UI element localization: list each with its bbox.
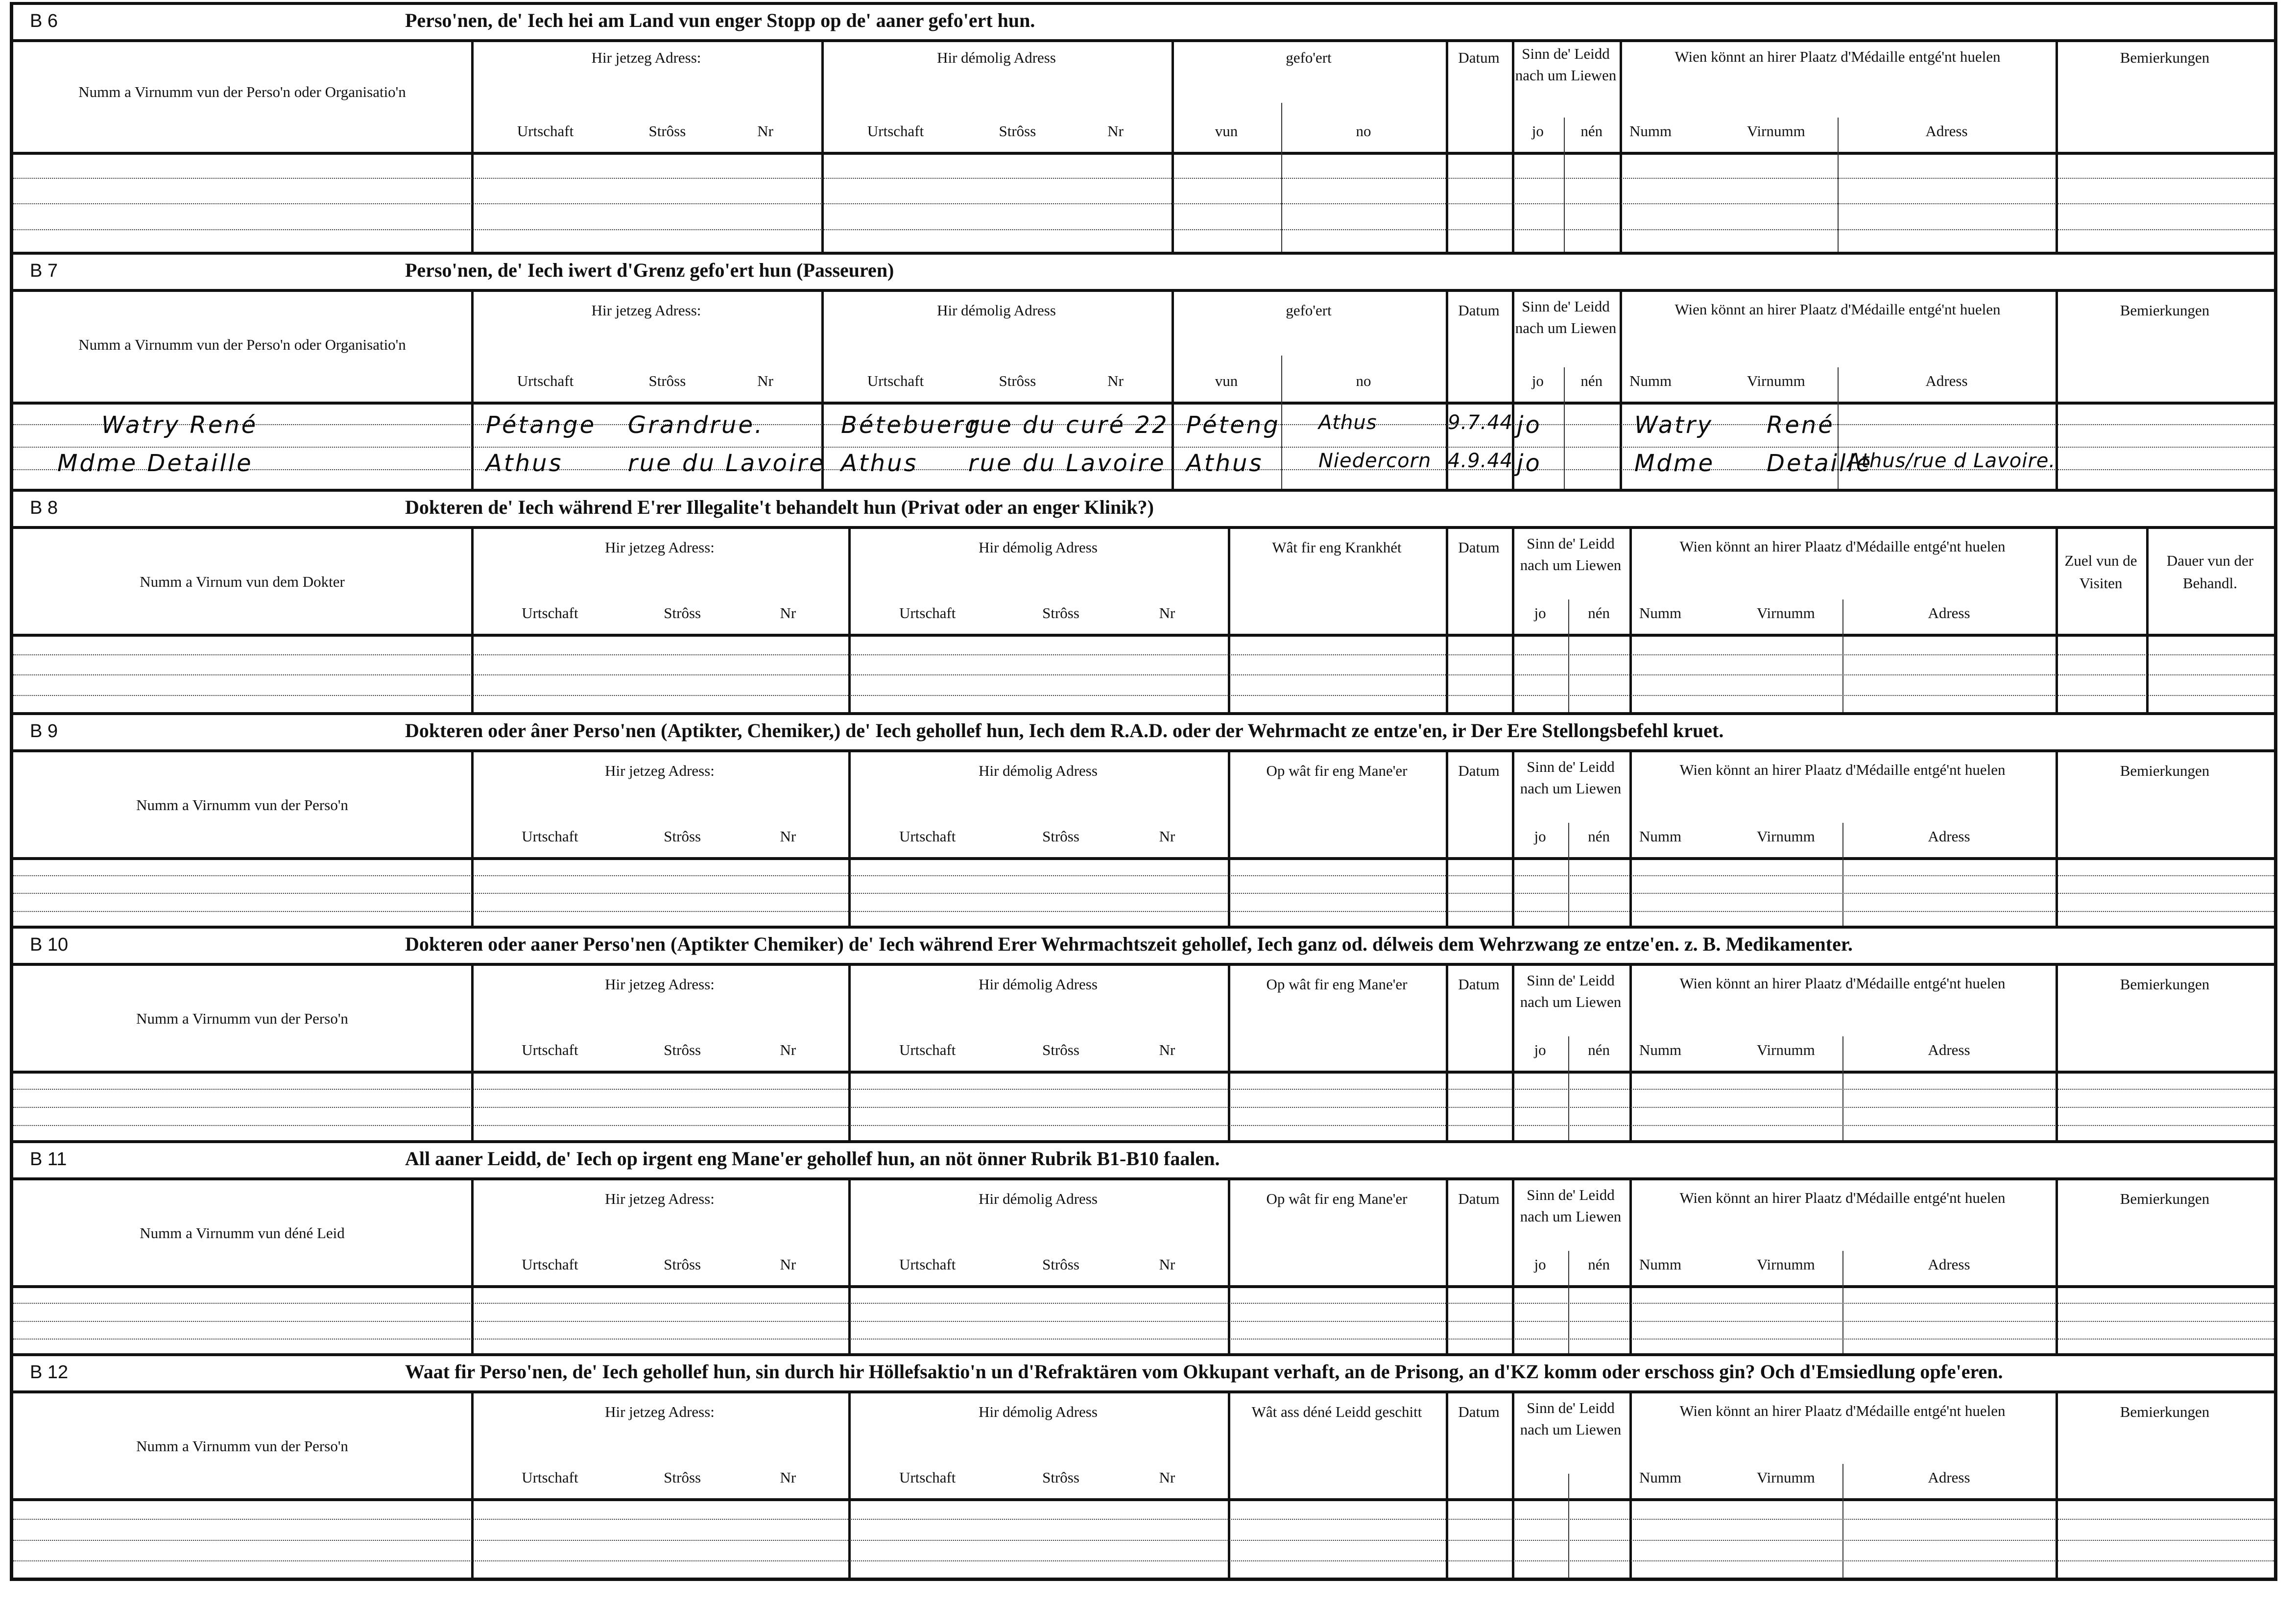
urtschaft-label: Urtschaft — [522, 828, 578, 845]
former-address-header: Hir démolig Adress — [937, 302, 1056, 319]
jo-label: jo — [1531, 122, 1544, 140]
section-b12 — [13, 1356, 2274, 1581]
urtschaft-label: Urtschaft — [867, 122, 924, 140]
visits-header: Zuel vun de Visiten — [2064, 552, 2137, 592]
medal-adress-label: Adress — [1925, 122, 1968, 140]
nr-label: Nr — [1159, 1256, 1175, 1273]
datum-header: Datum — [1458, 762, 1500, 779]
entry-row-line — [13, 229, 2274, 230]
handwritten-from: Athus — [1186, 450, 1264, 477]
jo-label: jo — [1531, 372, 1544, 389]
section-code: B 10 — [30, 934, 69, 955]
section-code: B 8 — [30, 498, 58, 518]
stross-label: Strôss — [1042, 1469, 1079, 1486]
medal-virnumm-label: Virnumm — [1757, 604, 1815, 622]
medal-virnumm-label: Virnumm — [1747, 372, 1805, 389]
name-column-header: Numm a Virnumm vun der Perso'n — [136, 1010, 348, 1027]
stross-label: Strôss — [664, 1469, 701, 1486]
column-rule — [821, 39, 824, 255]
column-rule — [1172, 39, 1174, 255]
column-rule — [2056, 292, 2058, 492]
medal-numm-label: Numm — [1629, 122, 1672, 140]
entry-row-line — [13, 893, 2274, 894]
section-title-bar — [13, 715, 2274, 752]
urtschaft-label: Urtschaft — [899, 1469, 956, 1486]
entry-row-line — [13, 1540, 2274, 1541]
section-title: Waat fir Perso'nen, de' Iech gehollef hun, sin durch hir Höllefsaktio'n un d'Refraktären vom Okkupant verhaft, an de Prisong, an d'KZ komm oder erschoss gin? Och d'Emsiedlung opfe'eren. — [405, 1361, 2003, 1383]
medal-recipient-header: Wien könnt an hirer Plaatz d'Médaille entgé'nt huelen — [1679, 1189, 2006, 1206]
datum-header: Datum — [1458, 49, 1500, 66]
handwritten-name: Mdme Detaille — [57, 450, 253, 477]
entry-row-line — [13, 1125, 2274, 1126]
section-code: B 7 — [30, 261, 58, 281]
no-label: no — [1356, 372, 1371, 389]
handwritten-from: Péteng — [1186, 411, 1280, 439]
urtschaft-label: Urtschaft — [899, 828, 956, 845]
urtschaft-label: Urtschaft — [522, 1469, 578, 1486]
stross-label: Strôss — [664, 1041, 701, 1058]
nen-label: nén — [1580, 122, 1603, 140]
handwritten-former-town: Athus — [841, 450, 918, 477]
section-title-bar — [13, 2, 2274, 42]
column-rule — [848, 1393, 851, 1581]
entry-row-line — [13, 203, 2274, 204]
nr-label: Nr — [1159, 1469, 1175, 1486]
name-column-header: Numm a Virnumm vun der Perso'n — [136, 796, 348, 814]
medal-adress-label: Adress — [1928, 1256, 1970, 1273]
form-page — [10, 2, 2277, 1581]
medal-recipient-header: Wien könnt an hirer Plaatz d'Médaille entgé'nt huelen — [1674, 48, 2001, 65]
nr-label: Nr — [780, 1041, 796, 1058]
medal-virnumm-label: Virnumm — [1757, 828, 1815, 845]
current-address-header: Hir jetzeg Adress: — [605, 539, 715, 556]
handwritten-medal-name: Watry — [1634, 411, 1714, 439]
handwritten-current-town: Athus — [486, 450, 563, 477]
jo-label: jo — [1534, 604, 1546, 622]
nr-label: Nr — [1159, 1041, 1175, 1058]
header-rule — [13, 1071, 2274, 1074]
section-b9 — [13, 715, 2274, 929]
column-rule — [1629, 752, 1632, 929]
name-column-header: Numm a Virnumm vun der Perso'n oder Organisatio'n — [78, 83, 406, 100]
name-column-header: Numm a Virnum vun dem Dokter — [140, 573, 345, 590]
jo-label: jo — [1534, 1041, 1546, 1058]
name-column-header: Numm a Virnumm vun déné Leid — [140, 1224, 345, 1242]
nr-label: Nr — [1159, 828, 1175, 845]
entry-row-line — [13, 1107, 2274, 1108]
urtschaft-label: Urtschaft — [517, 372, 574, 389]
section-title: Perso'nen, de' Iech hei am Land vun enger Stopp op de' aaner gefo'ert hun. — [405, 9, 1035, 31]
medal-recipient-header: Wien könnt an hirer Plaatz d'Médaille entgé'nt huelen — [1679, 975, 2006, 992]
medal-numm-label: Numm — [1639, 1469, 1682, 1486]
stross-label: Strôss — [1042, 604, 1079, 622]
stross-label: Strôss — [664, 1256, 701, 1273]
nen-label: nén — [1580, 372, 1603, 389]
section-title: All aaner Leidd, de' Iech op irgent eng Mane'er gehollef hun, an nöt önner Rubrik B1-B10 faalen. — [405, 1148, 1220, 1170]
treatment-duration-header: Dauer vun der Behandl. — [2166, 552, 2254, 592]
entry-row-line — [13, 1560, 2274, 1561]
jo-label: jo — [1534, 828, 1546, 845]
section-title-bar — [13, 1143, 2274, 1180]
entry-row-line — [13, 695, 2274, 696]
column-rule — [2056, 39, 2058, 255]
section-title-bar — [13, 492, 2274, 529]
entry-row-line — [13, 875, 2274, 876]
handwritten-medal-address: Athus/rue d Lavoire. — [1847, 450, 2056, 472]
section-code: B 11 — [30, 1149, 67, 1170]
urtschaft-label: Urtschaft — [522, 1041, 578, 1058]
column-rule — [1629, 529, 1632, 715]
handwritten-former-street: rue du curé 22 — [968, 411, 1169, 439]
urtschaft-label: Urtschaft — [522, 1256, 578, 1273]
medal-numm-label: Numm — [1639, 828, 1682, 845]
medal-adress-label: Adress — [1928, 604, 1970, 622]
handwritten-medal-name: Mdme — [1634, 450, 1715, 477]
remarks-header: Bemierkungen — [2120, 49, 2210, 66]
handwritten-current-street: rue du Lavoire — [628, 450, 826, 477]
nr-label: Nr — [757, 122, 773, 140]
stross-label: Strôss — [999, 372, 1036, 389]
handwritten-former-town: Bétebuerg — [841, 411, 982, 439]
medal-numm-label: Numm — [1629, 372, 1672, 389]
name-column-header: Numm a Virnumm vun der Perso'n — [136, 1437, 348, 1455]
nr-label: Nr — [1107, 122, 1124, 140]
header-rule — [13, 1285, 2274, 1288]
nr-label: Nr — [780, 828, 796, 845]
urtschaft-label: Urtschaft — [899, 604, 956, 622]
stross-label: Strôss — [664, 604, 701, 622]
nen-label: nén — [1588, 1041, 1610, 1058]
entry-row-line — [13, 1519, 2274, 1520]
section-b7 — [13, 255, 2274, 492]
entry-row-line — [13, 1321, 2274, 1322]
current-address-header: Hir jetzeg Adress: — [605, 1403, 715, 1420]
section-title: Dokteren oder aaner Perso'nen (Aptikter Chemiker) de' Iech während Erer Wehrmachtszeit gehollef, Iech ganz od. délweis dem Wehrzwang ze entze'en. z. B. Medikamenter. — [405, 933, 1853, 955]
remarks-header: Bemierkungen — [2120, 762, 2210, 779]
former-address-header: Hir démolig Adress — [979, 1190, 1098, 1207]
current-address-header: Hir jetzeg Adress: — [591, 302, 701, 319]
third-column-header: Op wât fir eng Mane'er — [1266, 1190, 1408, 1207]
alive-header: Sinn de' Leidd nach um Liewen — [1515, 298, 1617, 336]
column-rule — [471, 1393, 474, 1581]
no-label: no — [1356, 122, 1371, 140]
third-column-header: gefo'ert — [1286, 302, 1332, 319]
vun-label: vun — [1215, 372, 1238, 389]
jo-nen-divider — [1568, 1474, 1569, 1581]
medal-adress-label: Adress — [1928, 1469, 1970, 1486]
section-b11 — [13, 1143, 2274, 1356]
medal-virnumm-label: Virnumm — [1757, 1041, 1815, 1058]
stross-label: Strôss — [999, 122, 1036, 140]
urtschaft-label: Urtschaft — [899, 1041, 956, 1058]
handwritten-name: Watry René — [101, 411, 258, 439]
nen-label: nén — [1588, 604, 1610, 622]
vun-label: vun — [1215, 122, 1238, 140]
section-title: Dokteren oder âner Perso'nen (Aptikter, Chemiker,) de' Iech gehollef hun, Iech dem R.A.D. oder der Wehrmacht ze entze'en, ir Der Ere Stellongsbefehl kruet. — [405, 719, 1724, 742]
medal-numm-label: Numm — [1639, 604, 1682, 622]
stross-label: Strôss — [1042, 828, 1079, 845]
handwritten-former-street: rue du Lavoire — [968, 450, 1166, 477]
header-rule — [13, 857, 2274, 860]
column-rule — [848, 529, 851, 715]
handwritten-to: Athus — [1318, 411, 1377, 434]
jo-label: jo — [1534, 1256, 1546, 1273]
datum-header: Datum — [1458, 539, 1500, 556]
medal-recipient-header: Wien könnt an hirer Plaatz d'Médaille entgé'nt huelen — [1679, 761, 2006, 778]
medal-adress-label: Adress — [1928, 828, 1970, 845]
column-rule — [1228, 529, 1230, 715]
datum-header: Datum — [1458, 1190, 1500, 1207]
remarks-header: Bemierkungen — [2120, 976, 2210, 993]
medal-recipient-header: Wien könnt an hirer Plaatz d'Médaille entgé'nt huelen — [1679, 538, 2006, 555]
section-code: B 6 — [30, 11, 58, 31]
column-rule — [471, 529, 474, 715]
medal-recipient-header: Wien könnt an hirer Plaatz d'Médaille entgé'nt huelen — [1674, 301, 2001, 318]
nr-label: Nr — [780, 1469, 796, 1486]
nr-label: Nr — [1107, 372, 1124, 389]
handwritten-current-street: Grandrue. — [628, 411, 765, 439]
nr-label: Nr — [780, 1256, 796, 1273]
handwritten-alive-yes: jo — [1517, 411, 1542, 439]
header-rule — [13, 152, 2274, 155]
former-address-header: Hir démolig Adress — [979, 762, 1098, 779]
stross-label: Strôss — [648, 122, 686, 140]
alive-header: Sinn de' Leidd nach um Liewen — [1520, 758, 1622, 797]
entry-row-line — [13, 674, 2274, 675]
remarks-header: Bemierkungen — [2120, 302, 2210, 319]
third-column-header: Wât fir eng Krankhét — [1272, 539, 1402, 556]
column-rule — [1172, 292, 1174, 492]
handwritten-alive-yes: jo — [1517, 450, 1542, 477]
urtschaft-label: Urtschaft — [517, 122, 574, 140]
medal-adress-label: Adress — [1928, 1041, 1970, 1058]
current-address-header: Hir jetzeg Adress: — [605, 976, 715, 993]
alive-header: Sinn de' Leidd nach um Liewen — [1520, 1186, 1622, 1225]
stross-label: Strôss — [1042, 1041, 1079, 1058]
handwritten-date: 4.9.44 — [1448, 450, 1513, 472]
entry-row-line — [13, 1339, 2274, 1340]
third-column-header: gefo'ert — [1286, 49, 1332, 66]
medal-virnumm-label: Virnumm — [1747, 122, 1805, 140]
header-rule — [13, 1498, 2274, 1501]
section-bottom-rule — [13, 1578, 2274, 1581]
former-address-header: Hir démolig Adress — [979, 1403, 1098, 1420]
nr-label: Nr — [780, 604, 796, 622]
section-title: Perso'nen, de' Iech iwert d'Grenz gefo'ert hun (Passeuren) — [405, 259, 894, 281]
column-rule — [1620, 39, 1622, 255]
datum-header: Datum — [1458, 976, 1500, 993]
urtschaft-label: Urtschaft — [899, 1256, 956, 1273]
medal-virnumm-label: Virnumm — [1757, 1469, 1815, 1486]
section-title-bar — [13, 1356, 2274, 1393]
entry-row-line — [13, 178, 2274, 179]
alive-header: Sinn de' Leidd nach um Liewen — [1520, 972, 1622, 1010]
urtschaft-label: Urtschaft — [522, 604, 578, 622]
entry-row-line — [13, 1089, 2274, 1090]
column-rule — [1446, 529, 1448, 715]
urtschaft-label: Urtschaft — [867, 372, 924, 389]
section-b10 — [13, 929, 2274, 1143]
alive-header: Sinn de' Leidd nach um Liewen — [1515, 45, 1617, 84]
remarks-header: Bemierkungen — [2120, 1403, 2210, 1420]
third-column-header: Op wât fir eng Mane'er — [1266, 976, 1408, 993]
former-address-header: Hir démolig Adress — [937, 49, 1056, 66]
handwritten-medal-firstname: René — [1767, 411, 1835, 439]
medal-recipient-header: Wien könnt an hirer Plaatz d'Médaille entgé'nt huelen — [1679, 1402, 2006, 1419]
handwritten-medal-firstname: Detaille — [1767, 450, 1873, 477]
handwritten-to: Niedercorn — [1318, 450, 1432, 472]
nr-label: Nr — [1159, 604, 1175, 622]
entry-row-line — [13, 911, 2274, 912]
current-address-header: Hir jetzeg Adress: — [605, 762, 715, 779]
medal-numm-label: Numm — [1639, 1041, 1682, 1058]
column-rule — [471, 39, 474, 255]
medal-virnumm-label: Virnumm — [1757, 1256, 1815, 1273]
section-b8 — [13, 492, 2274, 715]
column-rule — [471, 292, 474, 492]
third-column-header: Wât ass déné Leidd geschitt — [1251, 1403, 1422, 1420]
stross-label: Strôss — [1042, 1256, 1079, 1273]
medal-numm-label: Numm — [1639, 1256, 1682, 1273]
alive-header: Sinn de' Leidd nach um Liewen — [1520, 1399, 1622, 1438]
column-rule — [1629, 1393, 1632, 1581]
medal-adress-label: Adress — [1925, 372, 1968, 389]
current-address-header: Hir jetzeg Adress: — [591, 49, 701, 66]
current-address-header: Hir jetzeg Adress: — [605, 1190, 715, 1207]
stross-label: Strôss — [648, 372, 686, 389]
column-rule — [1620, 292, 1622, 492]
entry-row-line — [13, 447, 2274, 448]
section-code: B 12 — [30, 1362, 69, 1383]
section-b6 — [13, 2, 2274, 255]
third-column-header: Op wât fir eng Mane'er — [1266, 762, 1408, 779]
column-rule — [1446, 39, 1448, 255]
section-title-bar — [13, 255, 2274, 292]
datum-header: Datum — [1458, 1403, 1500, 1420]
former-address-header: Hir démolig Adress — [979, 976, 1098, 993]
column-rule — [1228, 1393, 1230, 1581]
column-rule — [1629, 966, 1632, 1143]
header-rule — [13, 634, 2274, 637]
stross-label: Strôss — [664, 828, 701, 845]
nen-label: nén — [1588, 1256, 1610, 1273]
handwritten-date: 9.7.44 — [1448, 411, 1513, 434]
former-address-header: Hir démolig Adress — [979, 539, 1098, 556]
nen-label: nén — [1588, 828, 1610, 845]
entry-row-line — [13, 1303, 2274, 1304]
section-code: B 9 — [30, 721, 58, 742]
column-rule — [1446, 1393, 1448, 1581]
name-column-header: Numm a Virnumm vun der Perso'n oder Organisatio'n — [78, 336, 406, 353]
nr-label: Nr — [757, 372, 773, 389]
handwritten-current-town: Pétange — [486, 411, 597, 439]
header-rule — [13, 402, 2274, 405]
column-rule — [2056, 1393, 2058, 1581]
entry-row-line — [13, 654, 2274, 655]
section-title: Dokteren de' Iech während E'rer Illegalite't behandelt hun (Privat oder an enger Klinik?) — [405, 496, 1154, 518]
datum-header: Datum — [1458, 302, 1500, 319]
section-title-bar — [13, 929, 2274, 966]
remarks-header: Bemierkungen — [2120, 1190, 2210, 1207]
alive-header: Sinn de' Leidd nach um Liewen — [1520, 535, 1622, 574]
